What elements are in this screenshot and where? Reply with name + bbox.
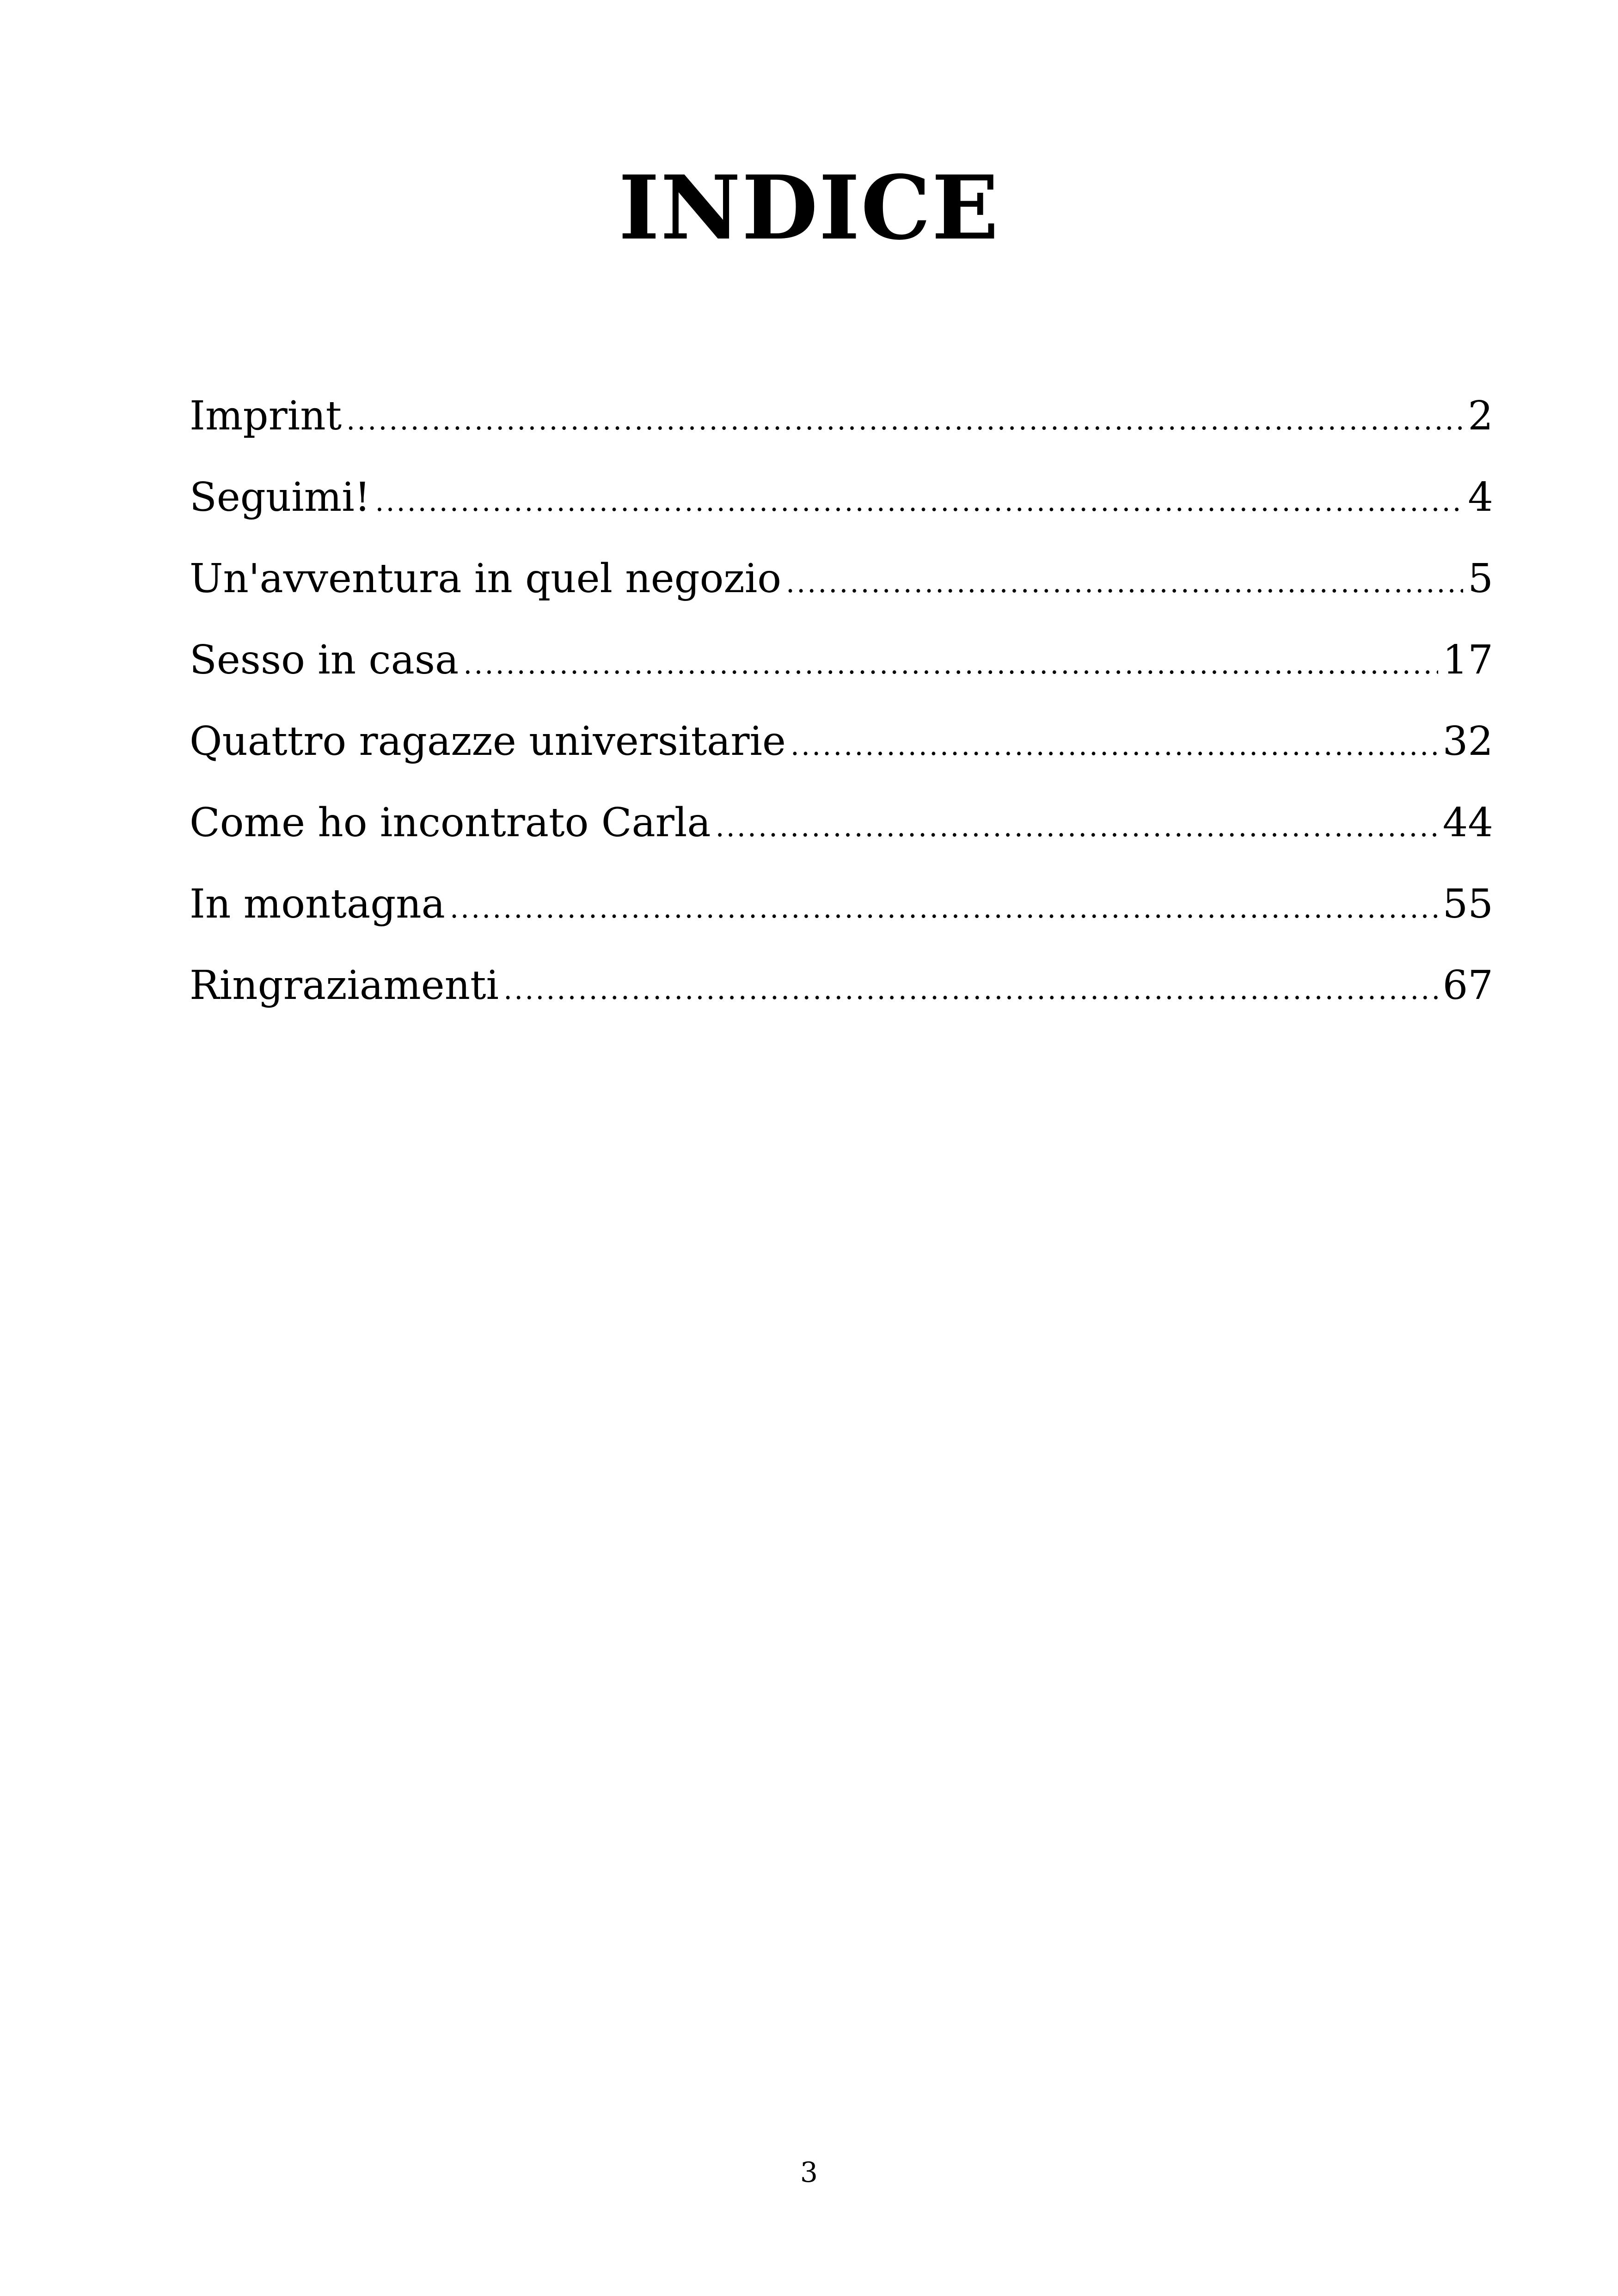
dot-leader xyxy=(450,885,1438,931)
toc-entry-page: 17 xyxy=(1442,637,1493,683)
page-title: INDICE xyxy=(618,156,1000,259)
toc-entry-page: 55 xyxy=(1442,881,1493,927)
toc-entry-imprint[interactable] xyxy=(190,386,1493,467)
dot-leader xyxy=(503,967,1438,1013)
toc-entry-ringraziamenti[interactable] xyxy=(190,955,1493,1037)
toc-entry-label: Sesso in casa xyxy=(190,637,459,683)
toc-entry-seguimi[interactable] xyxy=(190,467,1493,549)
toc-entry-in-montagna[interactable] xyxy=(190,874,1493,955)
toc-entry-page: 67 xyxy=(1442,962,1493,1009)
dot-leader xyxy=(463,641,1438,687)
toc-entry-page: 32 xyxy=(1442,718,1493,765)
toc-entry-label: Come ho incontrato Carla xyxy=(190,800,711,846)
page-number: 3 xyxy=(800,2156,818,2189)
toc-entry-label: Un'avventura in quel negozio xyxy=(190,556,782,602)
toc-entry-label: Seguimi! xyxy=(190,474,371,520)
toc-entry-label: Imprint xyxy=(190,393,342,439)
toc-entry-avventura-negozio[interactable] xyxy=(190,549,1493,630)
dot-leader xyxy=(375,478,1463,525)
table-of-contents xyxy=(190,386,1493,1037)
dot-leader xyxy=(786,560,1463,606)
dot-leader xyxy=(791,722,1438,769)
toc-entry-sesso-in-casa[interactable] xyxy=(190,630,1493,711)
toc-entry-page: 44 xyxy=(1442,800,1493,846)
toc-entry-label: Ringraziamenti xyxy=(190,962,499,1009)
toc-entry-label: Quattro ragazze universitarie xyxy=(190,718,786,765)
dot-leader xyxy=(346,397,1463,443)
toc-entry-page: 5 xyxy=(1468,556,1493,602)
dot-leader xyxy=(716,804,1438,850)
toc-entry-ragazze-universitarie[interactable] xyxy=(190,711,1493,793)
toc-entry-page: 4 xyxy=(1468,474,1493,520)
toc-entry-label: In montagna xyxy=(190,881,445,927)
toc-entry-page: 2 xyxy=(1468,393,1493,439)
toc-entry-incontrato-carla[interactable] xyxy=(190,793,1493,874)
